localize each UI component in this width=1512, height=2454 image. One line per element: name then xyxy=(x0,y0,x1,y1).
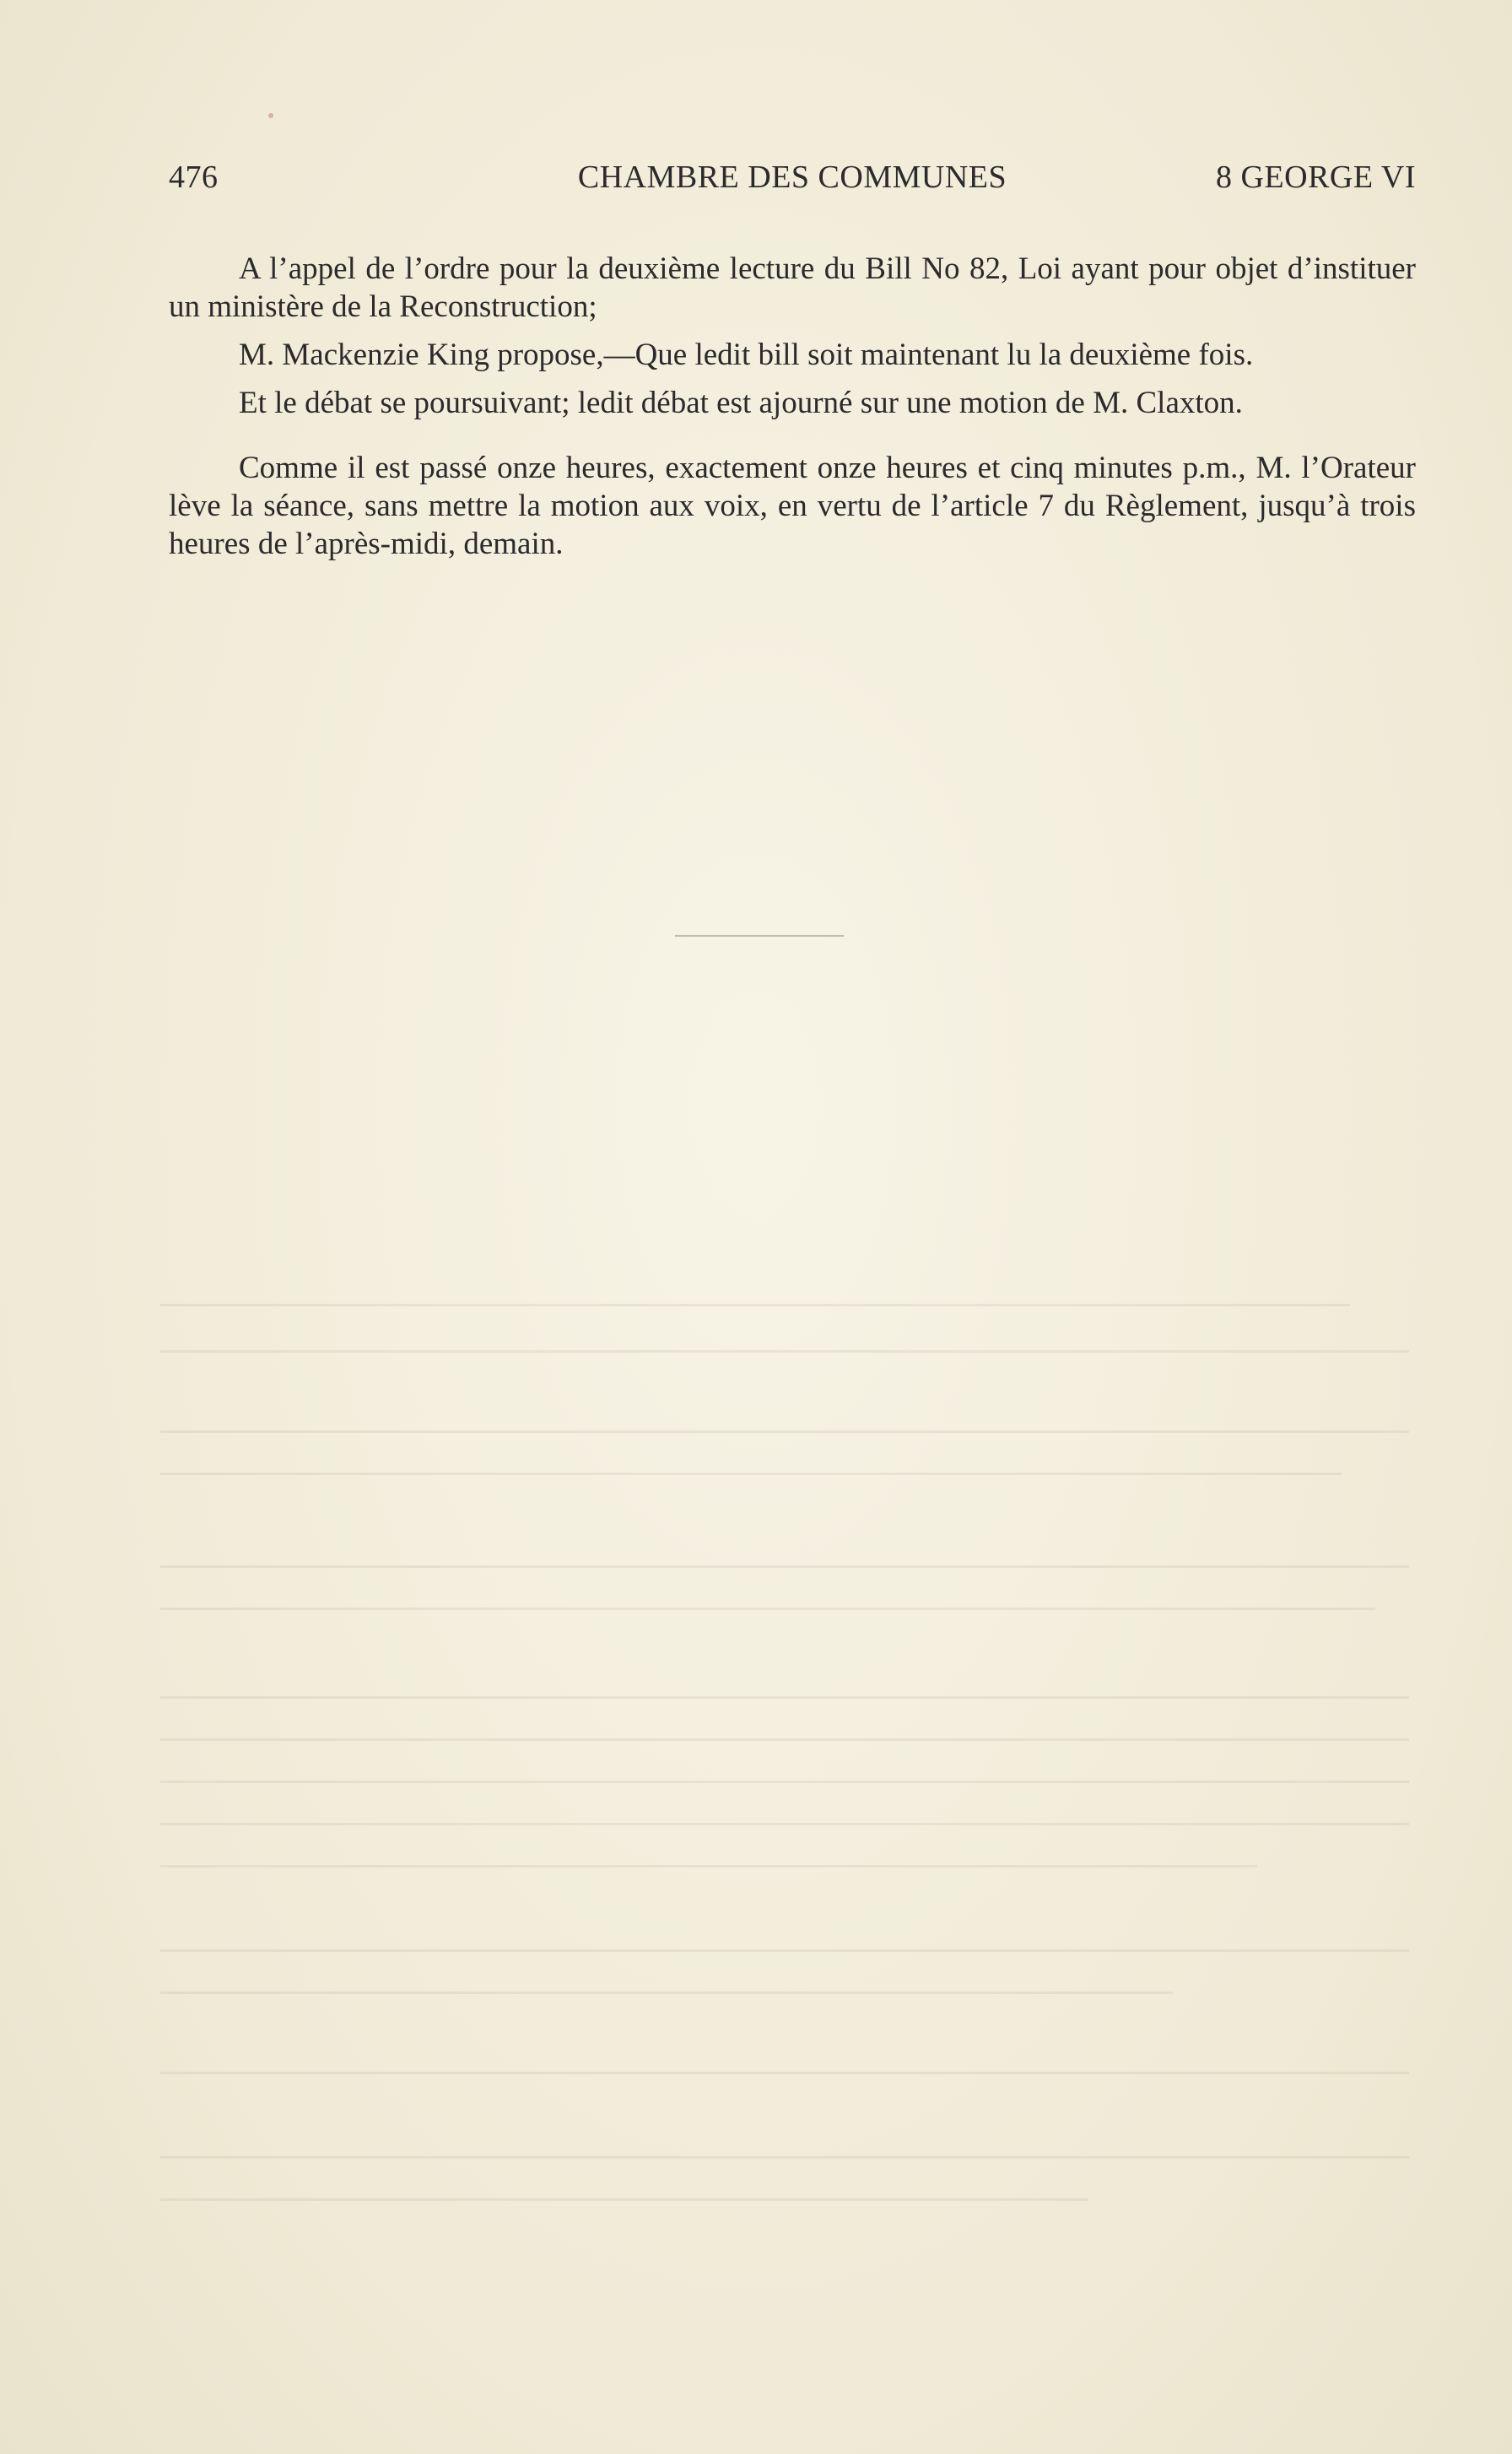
page-header xyxy=(169,159,1416,201)
body-text xyxy=(169,250,1416,563)
paragraph-sitting-adjourned: Comme il est passé onze heures, exactement onze heures et cinq minutes p.m., M. l’Orateur lève la séance, sans mettre la motion aux voix, en vertu de l’article 7 du Règlement, jusqu’à trois heures de l’après-midi, demain. xyxy=(169,451,1416,561)
paragraph-debate-adjourned: Et le débat se poursuivant; ledit débat est ajourné sur une motion de M. Claxton. xyxy=(239,386,1243,420)
paper-speck xyxy=(268,113,273,118)
bleed-through-rule xyxy=(675,935,844,937)
running-title: CHAMBRE DES COMMUNES xyxy=(577,159,1007,195)
page-number: 476 xyxy=(169,159,219,195)
regnal-year: 8 GEORGE VI xyxy=(1215,159,1416,195)
paragraph-motion: M. Mackenzie King propose,—Que ledit bill soit maintenant lu la deuxième fois. xyxy=(239,338,1254,372)
paragraph-second-reading: A l’appel de l’ordre pour la deuxième lecture du Bill No 82, Loi ayant pour objet d’instituer un ministère de la Reconstruction; xyxy=(169,251,1416,324)
